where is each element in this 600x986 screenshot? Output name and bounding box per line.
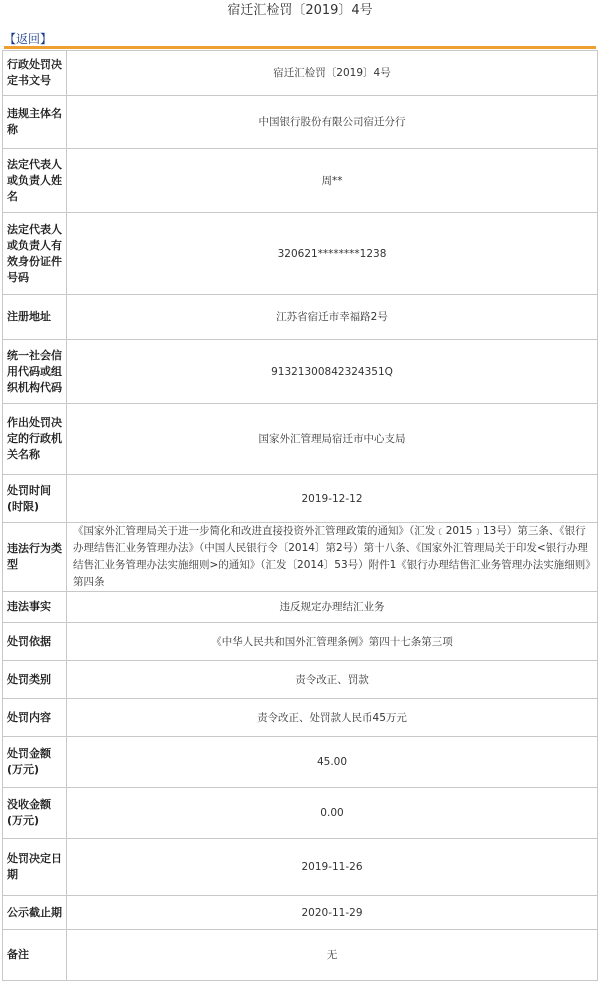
row-value: 违反规定办理结汇业务 xyxy=(67,592,598,623)
row-value: 江苏省宿迁市幸福路2号 xyxy=(67,295,598,340)
row-remarks xyxy=(3,930,598,981)
row-label: 违法事实 xyxy=(3,592,67,623)
row-label: 法定代表人或负责人姓名 xyxy=(3,149,67,213)
row-value: 《中华人民共和国外汇管理条例》第四十七条第三项 xyxy=(67,623,598,661)
row-label: 处罚时间(时限) xyxy=(3,475,67,523)
row-label: 违规主体名称 xyxy=(3,96,67,149)
row-value: 45.00 xyxy=(67,737,598,788)
row-label: 处罚决定日期 xyxy=(3,839,67,896)
row-label: 备注 xyxy=(3,930,67,981)
row-label: 没收金额(万元) xyxy=(3,788,67,839)
row-label: 注册地址 xyxy=(3,295,67,340)
row-label: 违法行为类型 xyxy=(3,523,67,592)
row-value: 责令改正、处罚款人民币45万元 xyxy=(67,699,598,737)
row-registered-address xyxy=(3,295,598,340)
row-confiscated-amount xyxy=(3,788,598,839)
row-penalty-time xyxy=(3,475,598,523)
row-label: 处罚金额(万元) xyxy=(3,737,67,788)
row-label: 作出处罚决定的行政机关名称 xyxy=(3,404,67,475)
row-penalty-amount xyxy=(3,737,598,788)
row-value: 周** xyxy=(67,149,598,213)
row-label: 处罚类别 xyxy=(3,661,67,699)
row-label: 处罚内容 xyxy=(3,699,67,737)
row-penalty-basis xyxy=(3,623,598,661)
row-label: 统一社会信用代码或组织机构代码 xyxy=(3,340,67,404)
back-link-label: 返回 xyxy=(16,32,41,46)
row-decision-date xyxy=(3,839,598,896)
row-value: 责令改正、罚款 xyxy=(67,661,598,699)
row-label: 行政处罚决定书文号 xyxy=(3,51,67,96)
back-link[interactable]: 【返回】 xyxy=(4,32,53,46)
row-value: 320621********1238 xyxy=(67,213,598,295)
row-penalty-content xyxy=(3,699,598,737)
row-value: 0.00 xyxy=(67,788,598,839)
row-decision-number xyxy=(3,51,598,96)
header-separator xyxy=(4,46,596,49)
row-value: 《国家外汇管理局关于进一步简化和改进直接投资外汇管理政策的通知》（汇发﹝2015﹞13号）第三条、《银行办理结售汇业务管理办法》（中国人民银行令〔2014〕第2号）第十八条、《国家外汇管理局关于印发<银行办理结售汇业务管理办法实施细则>的通知》（汇发〔2014〕53号）附件1《银行办理结售汇业务管理办法实施细则》第四条 xyxy=(67,523,598,592)
row-representative-id xyxy=(3,213,598,295)
row-penalty-category xyxy=(3,661,598,699)
row-value: 2019-11-26 xyxy=(67,839,598,896)
row-label: 处罚依据 xyxy=(3,623,67,661)
row-violation-facts xyxy=(3,592,598,623)
penalty-info-table xyxy=(2,50,598,981)
row-entity-name xyxy=(3,96,598,149)
row-value: 91321300842324351Q xyxy=(67,340,598,404)
row-label: 法定代表人或负责人有效身份证件号码 xyxy=(3,213,67,295)
row-violation-type xyxy=(3,523,598,592)
row-publication-deadline xyxy=(3,896,598,930)
page-title: 宿迁汇检罚〔2019〕4号 xyxy=(227,3,373,18)
row-value: 2019-12-12 xyxy=(67,475,598,523)
row-credit-code xyxy=(3,340,598,404)
row-value: 国家外汇管理局宿迁市中心支局 xyxy=(67,404,598,475)
row-representative-name xyxy=(3,149,598,213)
row-value: 无 xyxy=(67,930,598,981)
row-value: 中国银行股份有限公司宿迁分行 xyxy=(67,96,598,149)
row-value: 宿迁汇检罚〔2019〕4号 xyxy=(67,51,598,96)
row-authority xyxy=(3,404,598,475)
row-label: 公示截止期 xyxy=(3,896,67,930)
row-value: 2020-11-29 xyxy=(67,896,598,930)
